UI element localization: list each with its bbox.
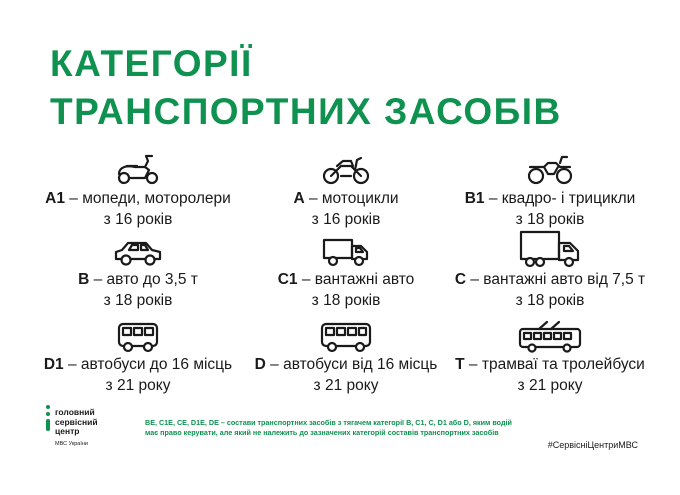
page-title — [50, 40, 562, 136]
category-age: з 16 років — [311, 211, 381, 228]
title-line-1: КАТЕГОРІЇ — [50, 43, 253, 84]
logo-subtitle: МВС України — [55, 441, 88, 447]
category-code: A1 — [45, 190, 65, 207]
quad-bike-icon — [440, 152, 660, 186]
category-age: з 18 років — [515, 211, 585, 228]
category-c1 — [236, 235, 456, 311]
category-code: A — [293, 190, 305, 207]
category-desc: – мопеди, моторолери — [65, 190, 231, 207]
category-code: D — [254, 356, 266, 373]
logo-line-3: центр — [55, 426, 80, 436]
category-age: з 21 року — [313, 377, 379, 394]
large-truck-icon — [440, 229, 660, 269]
scooter-icon — [28, 152, 248, 186]
category-code: C — [454, 271, 467, 288]
small-truck-icon — [236, 235, 456, 269]
category-age: з 21 року — [105, 377, 171, 394]
category-a1 — [28, 152, 248, 230]
minibus-icon — [28, 320, 248, 354]
category-code: B — [78, 271, 90, 288]
category-desc: – авто до 3,5 т — [89, 271, 198, 288]
category-desc: – автобуси до 16 місць — [63, 356, 233, 373]
category-desc: – вантажні авто — [297, 271, 415, 288]
category-desc: – вантажні авто від 7,5 т — [466, 271, 646, 288]
category-age: з 18 років — [311, 292, 381, 309]
category-code: B1 — [464, 190, 485, 207]
category-d — [236, 320, 456, 396]
category-code: C1 — [277, 271, 298, 288]
bus-icon — [236, 320, 456, 354]
category-c — [440, 235, 660, 311]
category-a — [236, 152, 456, 230]
category-age: з 16 років — [103, 211, 173, 228]
category-desc: – автобуси від 16 місць — [265, 356, 438, 373]
category-b1 — [440, 152, 660, 230]
hashtag: #СервісніЦентриМВС — [547, 440, 638, 450]
title-line-2: ТРАНСПОРТНИХ ЗАСОБІВ — [50, 91, 562, 132]
logo-line-2: сервісний — [55, 416, 98, 427]
motorcycle-icon — [236, 152, 456, 186]
category-code: D1 — [43, 356, 64, 373]
category-age: з 21 року — [517, 377, 583, 394]
car-icon — [28, 235, 248, 269]
trolleybus-icon — [440, 320, 660, 354]
logo-line-1: головний — [55, 407, 95, 417]
category-age: з 18 років — [103, 292, 173, 309]
category-desc: – мотоцикли — [304, 190, 399, 207]
category-code: T — [455, 356, 465, 373]
category-age: з 18 років — [515, 292, 585, 309]
category-b — [28, 235, 248, 311]
footnote: BE, C1E, CE, D1E, DE – состави транспортних засобів з тягачем категорії B, C1, C, D1 або D, яким водій має право керувати, але який не належить до зазначених категорій составів транспортних засобів — [145, 418, 512, 437]
category-desc: – трамваї та тролейбуси — [464, 356, 645, 373]
category-t — [440, 320, 660, 396]
category-d1 — [28, 320, 248, 396]
category-desc: – квадро- і трицикли — [484, 190, 636, 207]
